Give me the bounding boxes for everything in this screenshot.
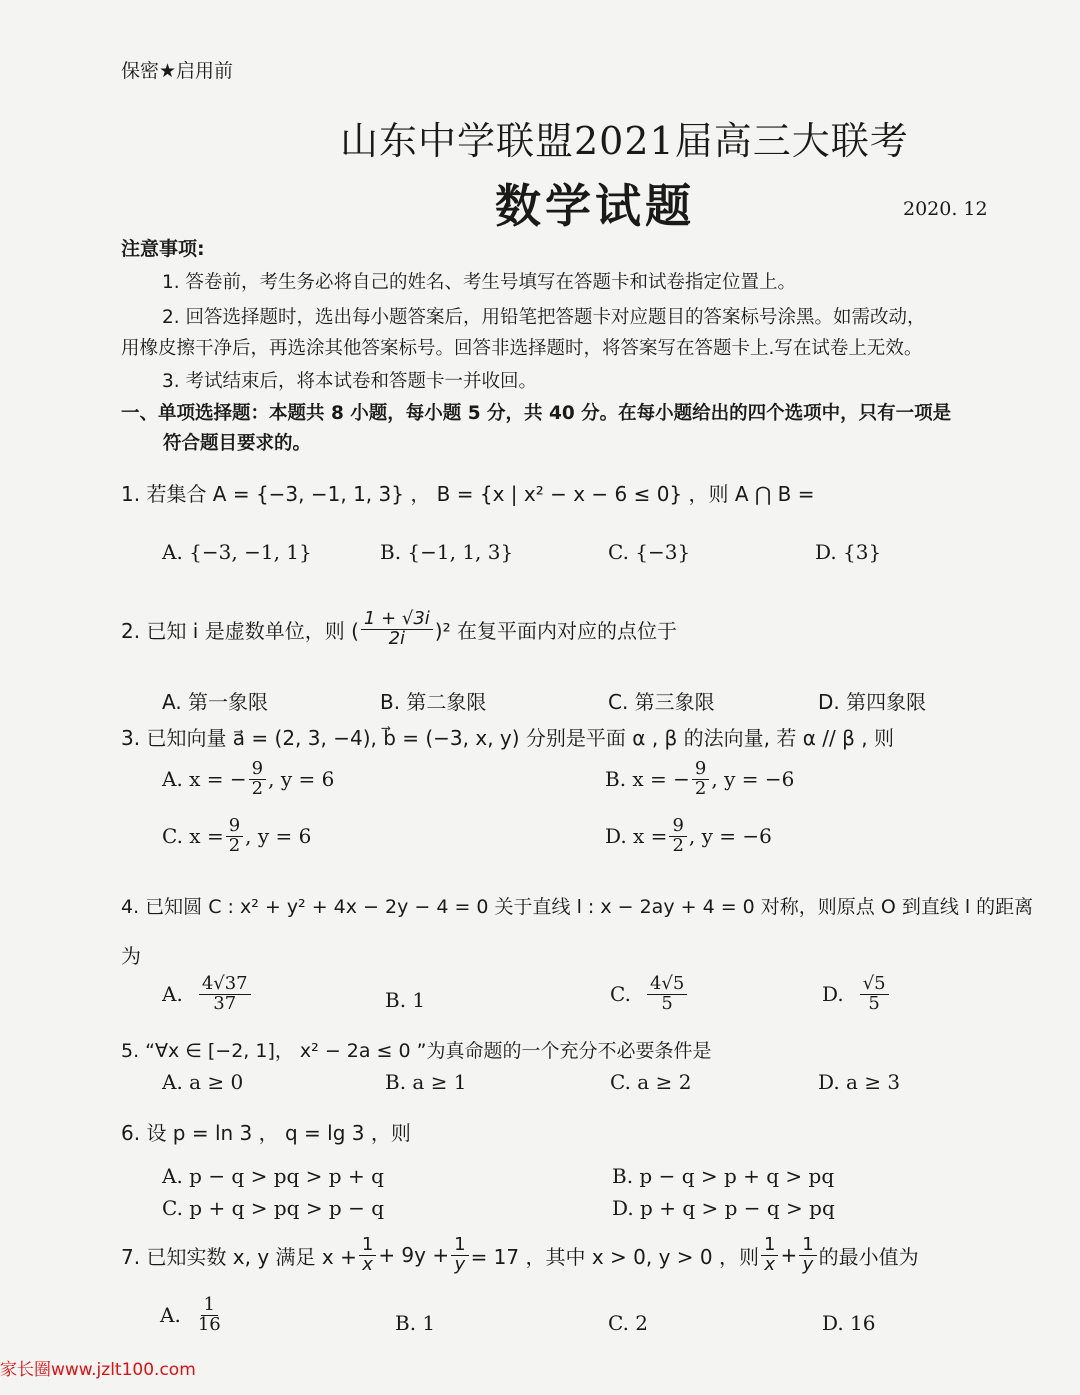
notice-item-2a: 2. 回答选择题时，选出每小题答案后，用铅笔把答题卡对应题目的答案标号涂黑。如需改动， bbox=[162, 307, 926, 328]
q4a-fraction bbox=[199, 975, 251, 1014]
q7-f4-num: 1 bbox=[799, 1236, 816, 1256]
q4c-label: C. bbox=[610, 982, 631, 1007]
q4a-label: A. bbox=[162, 982, 183, 1007]
q7-p4: + bbox=[780, 1243, 798, 1268]
q7-p3: = 17 ，其中 x > 0, y > 0 ，则 bbox=[470, 1244, 759, 1269]
q3-option-b bbox=[605, 760, 794, 799]
q7-f2-den: y bbox=[454, 1253, 466, 1275]
q3c-den: 2 bbox=[228, 834, 241, 856]
q7-frac-4 bbox=[799, 1236, 816, 1275]
q7-p1: 7. 已知实数 x, y 满足 x + bbox=[121, 1244, 357, 1269]
q4d-label: D. bbox=[822, 982, 844, 1007]
q3c-pre: C. x = bbox=[162, 824, 224, 849]
q7-f4-den: y bbox=[802, 1253, 814, 1275]
q3d-post: , y = −6 bbox=[688, 824, 772, 849]
q2-option-a: A. 第一象限 bbox=[162, 690, 269, 714]
exam-date: 2020. 12 bbox=[903, 198, 988, 220]
q2-option-b: B. 第二象限 bbox=[380, 690, 487, 714]
q3-option-a bbox=[162, 760, 334, 799]
q3a-post: , y = 6 bbox=[268, 767, 335, 792]
q5-option-a: A. a ≥ 0 bbox=[162, 1070, 244, 1094]
notice-item-1: 1. 答卷前，考生务必将自己的姓名、考生号填写在答题卡和试卷指定位置上。 bbox=[162, 272, 797, 293]
site-watermark: 家长圈www.jzlt100.com bbox=[0, 1360, 196, 1380]
q2-prefix: 2. 已知 i 是虚数单位，则 ( bbox=[121, 618, 359, 643]
q6-option-b: B. p − q > p + q > pq bbox=[612, 1164, 835, 1188]
q1-option-d: D. {3} bbox=[815, 540, 882, 564]
exam-title: 山东中学联盟2021届高三大联考 bbox=[340, 119, 909, 163]
q4a-num: 4√37 bbox=[199, 975, 251, 995]
q6-option-a: A. p − q > pq > p + q bbox=[162, 1164, 384, 1188]
question-4-stem: 4. 已知圆 C : x² + y² + 4x − 2y − 4 = 0 关于直线 l : x − 2ay + 4 = 0 对称，则原点 O 到直线 l 的距离 bbox=[121, 896, 1034, 918]
q5-option-d: D. a ≥ 3 bbox=[818, 1070, 901, 1094]
question-5-stem: 5. “∀x ∈ [−2, 1]， x² − 2a ≤ 0 ”为真命题的一个充分不必要条件是 bbox=[121, 1040, 712, 1062]
q3d-pre: D. x = bbox=[605, 824, 668, 849]
question-4-stem-2: 为 bbox=[121, 944, 141, 968]
section-heading: 一、单项选择题：本题共 8 小题，每小题 5 分，共 40 分。在每小题给出的四个选项中，只有一项是 bbox=[121, 403, 952, 424]
q5-option-b: B. a ≥ 1 bbox=[385, 1070, 467, 1094]
q7-p2: + 9y + bbox=[378, 1243, 450, 1268]
q3a-fraction bbox=[249, 760, 266, 799]
q1-option-a: A. {−3, −1, 1} bbox=[162, 540, 312, 564]
q3a-num: 9 bbox=[249, 760, 266, 780]
q4-option-b: B. 1 bbox=[385, 988, 426, 1012]
q3c-num: 9 bbox=[226, 817, 243, 837]
q4c-den: 5 bbox=[661, 992, 673, 1014]
q3a-pre: A. x = − bbox=[162, 767, 247, 792]
notice-item-3: 3. 考试结束后，将本试卷和答题卡一并收回。 bbox=[162, 371, 538, 392]
q3a-den: 2 bbox=[251, 777, 264, 799]
question-3-stem: 3. 已知向量 a⃗ = (2, 3, −4), b⃗ = (−3, x, y) 分别是平面 α , β 的法向量, 若 α // β , 则 bbox=[121, 726, 894, 750]
q3-option-d bbox=[605, 817, 772, 856]
q7-f3-den: x bbox=[764, 1253, 776, 1275]
q4-option-d bbox=[822, 975, 891, 1014]
q3c-fraction bbox=[226, 817, 243, 856]
q3c-post: , y = 6 bbox=[245, 824, 312, 849]
q7a-label: A. bbox=[160, 1303, 181, 1328]
q2-option-c: C. 第三象限 bbox=[608, 690, 715, 714]
notice-heading: 注意事项: bbox=[121, 238, 205, 260]
q7-frac-1 bbox=[359, 1236, 376, 1275]
q4d-fraction bbox=[860, 975, 889, 1014]
q7a-fraction bbox=[195, 1296, 224, 1335]
q7-option-d: D. 16 bbox=[822, 1311, 876, 1335]
q7-f2-num: 1 bbox=[451, 1236, 468, 1256]
confidential-mark: 保密★启用前 bbox=[121, 60, 234, 82]
q4-option-c bbox=[610, 975, 689, 1014]
q7-option-b: B. 1 bbox=[395, 1311, 436, 1335]
q6-option-c: C. p + q > pq > p − q bbox=[162, 1196, 385, 1220]
q7-f1-den: x bbox=[362, 1253, 373, 1275]
q3b-num: 9 bbox=[692, 760, 709, 780]
q7-frac-3 bbox=[761, 1236, 778, 1275]
q6-option-d: D. p + q > p − q > pq bbox=[612, 1196, 835, 1220]
q5-option-c: C. a ≥ 2 bbox=[610, 1070, 692, 1094]
q3d-den: 2 bbox=[672, 834, 684, 856]
question-6-stem: 6. 设 p = ln 3 ， q = lg 3 ，则 bbox=[121, 1121, 411, 1145]
q4-option-a bbox=[162, 975, 253, 1014]
q1-option-c: C. {−3} bbox=[608, 540, 691, 564]
q3b-post: , y = −6 bbox=[711, 767, 795, 792]
q4a-den: 37 bbox=[213, 992, 237, 1014]
q2-fraction-den: 2i bbox=[388, 627, 406, 649]
q2-fraction-num: 1 + √3i bbox=[361, 610, 433, 630]
q3b-fraction bbox=[692, 760, 709, 799]
q2-suffix: )² 在复平面内对应的点位于 bbox=[434, 618, 677, 643]
question-7-stem bbox=[121, 1236, 919, 1275]
q4c-fraction bbox=[647, 975, 687, 1014]
q2-option-d: D. 第四象限 bbox=[818, 690, 927, 714]
q3b-pre: B. x = − bbox=[605, 767, 690, 792]
subject-title: 数学试题 bbox=[495, 179, 695, 233]
q7-option-a bbox=[160, 1296, 226, 1335]
q3d-num: 9 bbox=[669, 817, 686, 837]
q3-option-c bbox=[162, 817, 311, 856]
q4d-num: √5 bbox=[860, 975, 889, 995]
q7-p5: 的最小值为 bbox=[818, 1244, 919, 1269]
q4d-den: 5 bbox=[868, 992, 880, 1014]
q3d-fraction bbox=[669, 817, 686, 856]
section-heading-2: 符合题目要求的。 bbox=[163, 433, 312, 454]
question-1-stem: 1. 若集合 A = {−3, −1, 1, 3} ， B = {x | x² − x − 6 ≤ 0} ，则 A ⋂ B = bbox=[121, 482, 815, 506]
question-2-stem bbox=[121, 610, 677, 649]
q7-option-c: C. 2 bbox=[608, 1311, 649, 1335]
q7-f1-num: 1 bbox=[359, 1236, 376, 1256]
q4c-num: 4√5 bbox=[647, 975, 687, 995]
q7-f3-num: 1 bbox=[761, 1236, 778, 1256]
q3b-den: 2 bbox=[694, 777, 707, 799]
q1-option-b: B. {−1, 1, 3} bbox=[380, 540, 514, 564]
q7a-den: 16 bbox=[197, 1313, 221, 1335]
q7-frac-2 bbox=[451, 1236, 468, 1275]
notice-item-2b: 用橡皮擦干净后，再选涂其他答案标号。回答非选择题时，将答案写在答题卡上.写在试卷上无效。 bbox=[121, 338, 923, 359]
q7a-num: 1 bbox=[201, 1296, 218, 1316]
q2-fraction bbox=[361, 610, 433, 649]
